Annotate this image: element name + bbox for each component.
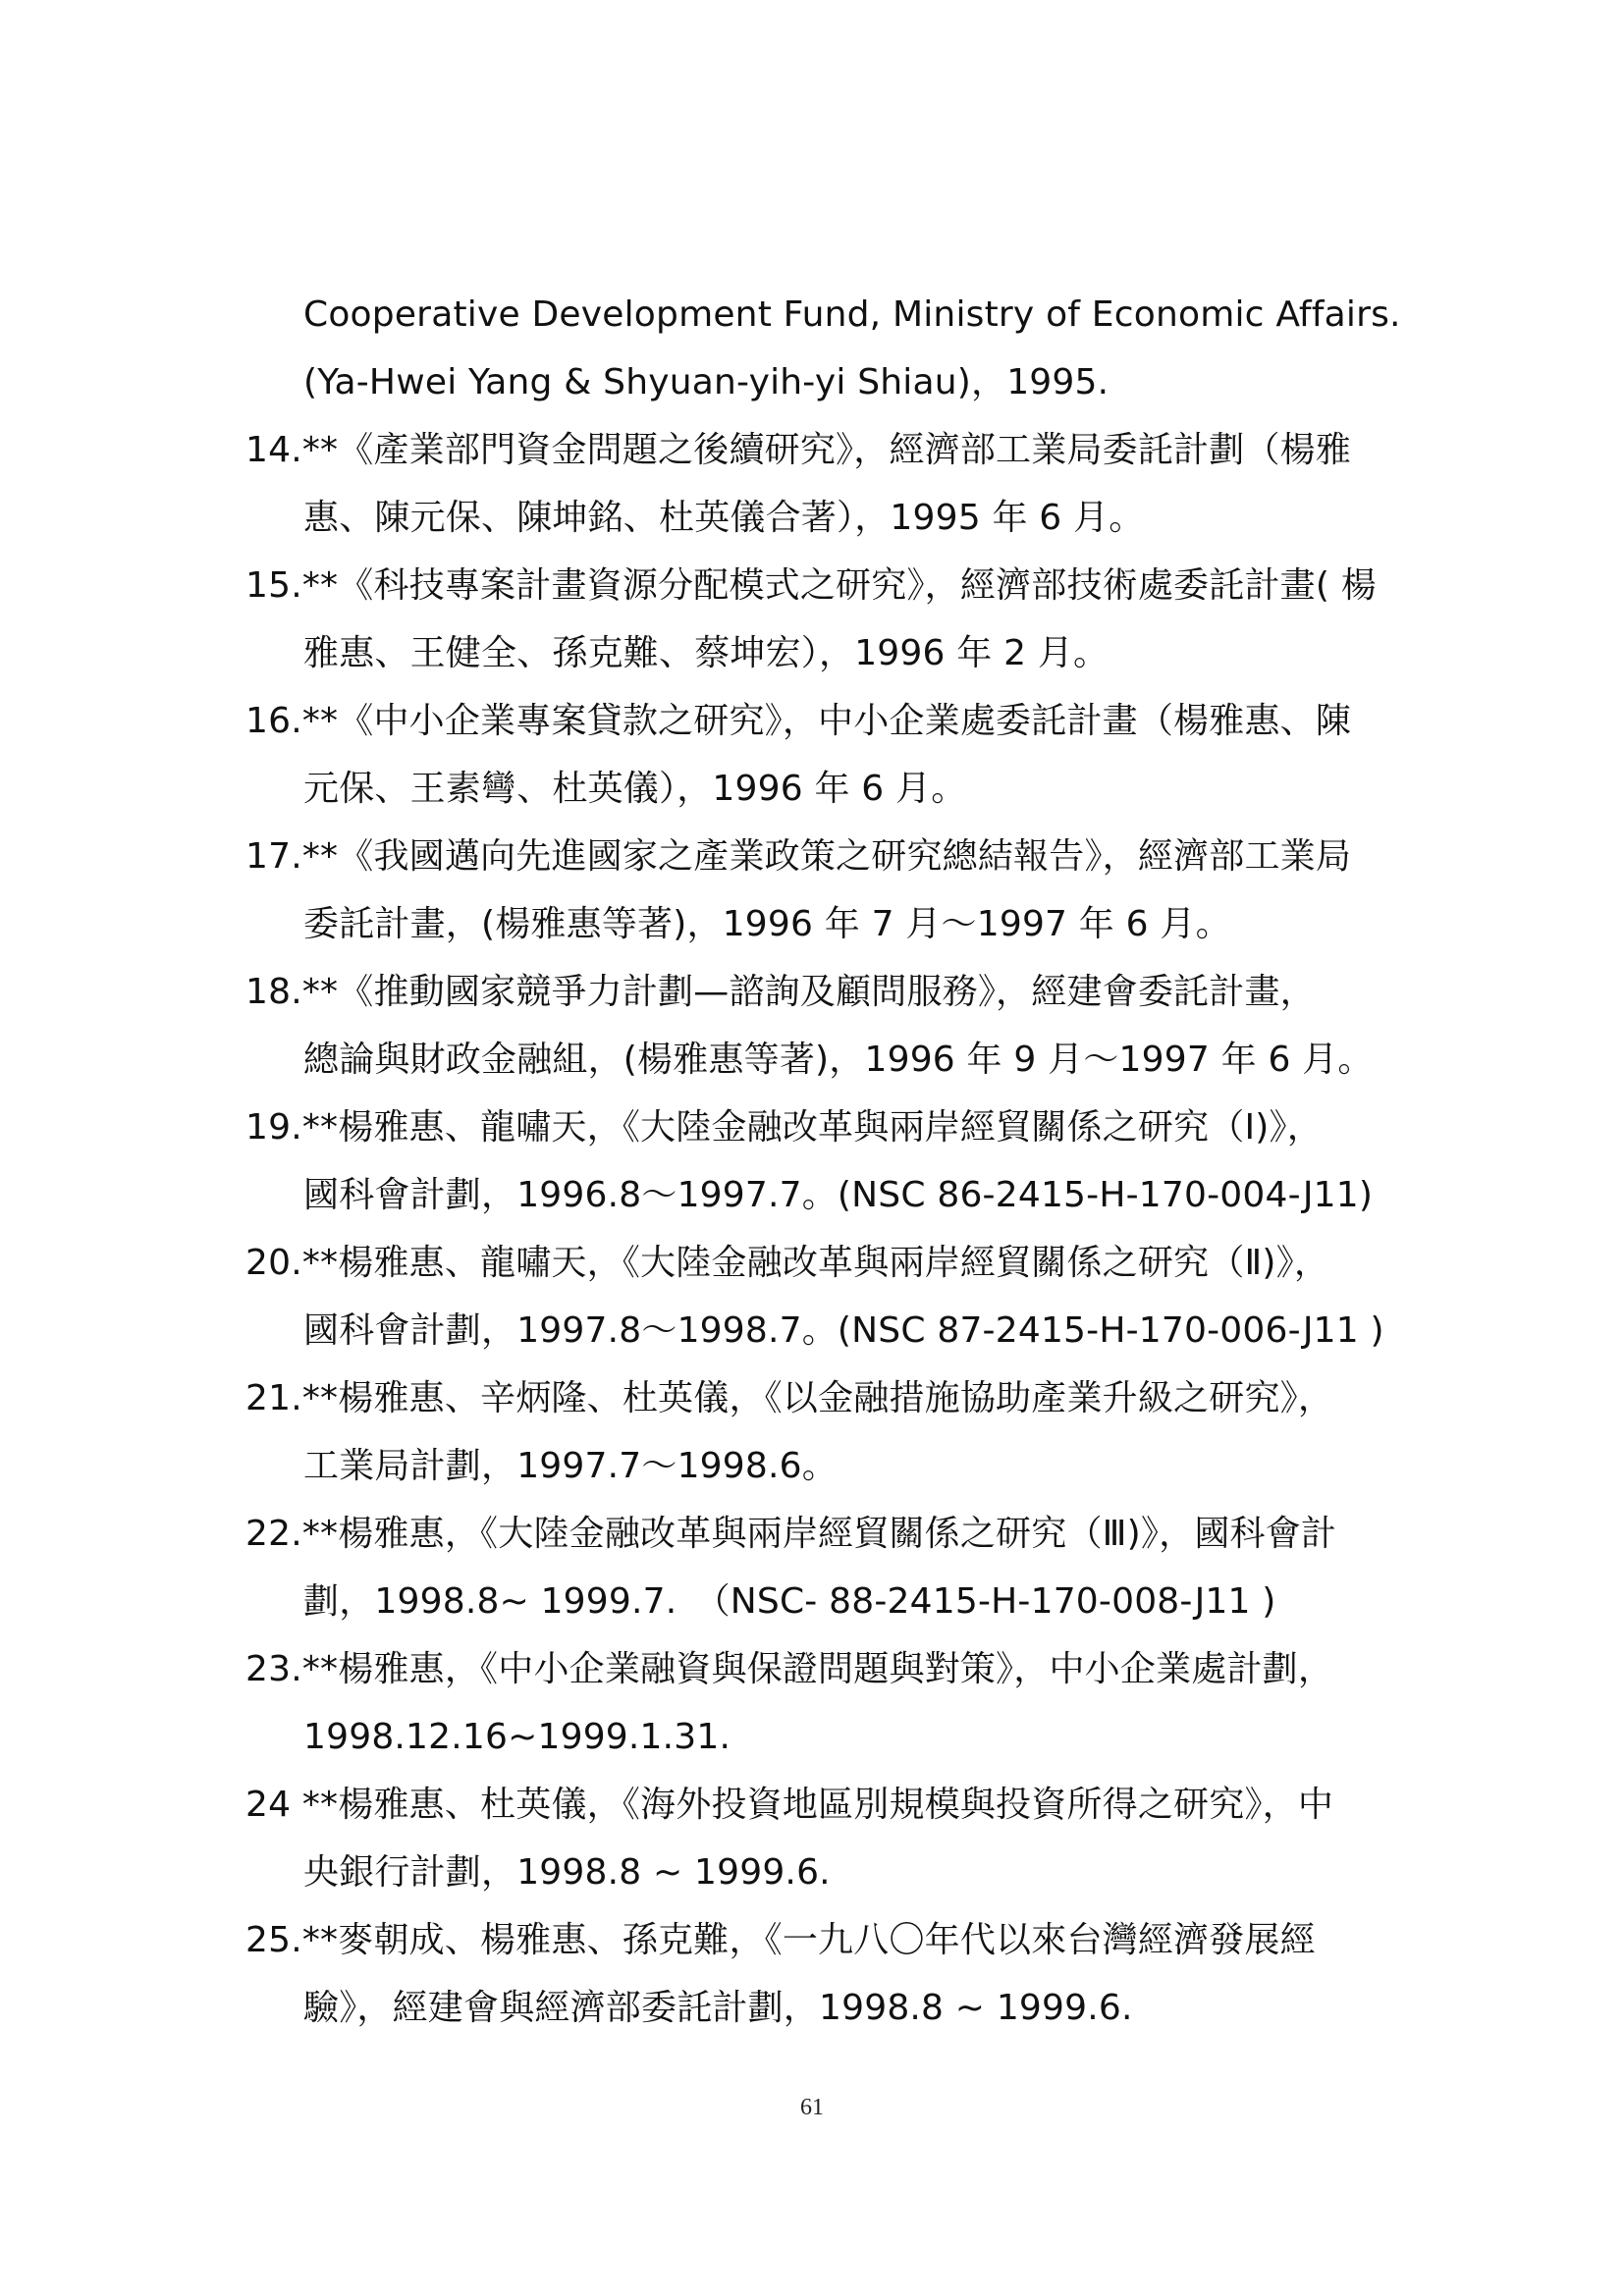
reference-entry-21 <box>245 1364 1424 1500</box>
reference-entry-18 <box>245 958 1424 1094</box>
reference-line: 總論與財政金融組，(楊雅惠等著)，1996 年 9 月～1997 年 6 月。 <box>303 1040 1374 1080</box>
reference-line: 元保、王素彎、杜英儀），1996 年 6 月。 <box>303 769 967 809</box>
reference-line: 14.**《產業部門資金問題之後續研究》，經濟部工業局委託計劃（楊雅 <box>245 430 1352 470</box>
reference-line: 20.**楊雅惠、龍嘯天，《大陸金融改革與兩岸經貿關係之研究（Ⅱ)》， <box>245 1243 1330 1283</box>
reference-line: 惠、陳元保、陳坤銘、杜英儀合著），1995 年 6 月。 <box>303 498 1145 538</box>
reference-line: 19.**楊雅惠、龍嘯天，《大陸金融改革與兩岸經貿關係之研究（Ⅰ)》， <box>245 1107 1323 1148</box>
reference-entry-25 <box>245 1906 1424 2042</box>
reference-entry-14 <box>245 416 1424 552</box>
reference-line: 國科會計劃，1997.8～1998.7。(NSC 87-2415-H-170-006-J11 ) <box>303 1310 1384 1351</box>
reference-entry-17 <box>245 823 1424 958</box>
reference-entry-23 <box>245 1635 1424 1771</box>
reference-line: 15.**《科技專案計畫資源分配模式之研究》，經濟部技術處委託計畫( 楊 <box>245 565 1377 606</box>
reference-entry-20 <box>245 1229 1424 1364</box>
reference-line: 23.**楊雅惠，《中小企業融資與保證問題與對策》，中小企業處計劃， <box>245 1649 1334 1689</box>
reference-entry-13-continuation <box>245 281 1424 416</box>
reference-line: (Ya-Hwei Yang & Shyuan-yih-yi Shiau)，1995. <box>303 362 1110 402</box>
reference-line: 央銀行計劃，1998.8 ~ 1999.6. <box>303 1852 831 1893</box>
reference-line: 25.**麥朝成、楊雅惠、孫克難，《一九八〇年代以來台灣經濟發展經 <box>245 1920 1316 1960</box>
reference-line: 國科會計劃，1996.8～1997.7。(NSC 86-2415-H-170-004-J11) <box>303 1175 1374 1215</box>
reference-line: 21.**楊雅惠、辛炳隆、杜英儀，《以金融措施協助產業升級之研究》， <box>245 1378 1334 1418</box>
reference-line: 22.**楊雅惠，《大陸金融改革與兩岸經貿關係之研究（Ⅲ)》，國科會計 <box>245 1514 1337 1554</box>
reference-list <box>245 281 1424 2042</box>
reference-line: 工業局計劃，1997.7～1998.6。 <box>303 1446 838 1486</box>
reference-line: 驗》，經建會與經濟部委託計劃，1998.8 ~ 1999.6. <box>303 1988 1133 2028</box>
reference-line: Cooperative Development Fund, Ministry of Economic Affairs. <box>303 294 1401 335</box>
reference-entry-15 <box>245 552 1424 687</box>
reference-line: 18.**《推動國家競爭力計劃—諮詢及顧問服務》，經建會委託計畫， <box>245 972 1316 1012</box>
reference-line: 16.**《中小企業專案貸款之研究》，中小企業處委託計畫（楊雅惠、陳 <box>245 701 1352 741</box>
reference-line: 委託計畫，(楊雅惠等著)，1996 年 7 月～1997 年 6 月。 <box>303 904 1231 944</box>
reference-line: 雅惠、王健全、孫克難、蔡坤宏），1996 年 2 月。 <box>303 633 1110 673</box>
reference-entry-24 <box>245 1771 1424 1906</box>
reference-line: 24 **楊雅惠、杜英儀，《海外投資地區別規模與投資所得之研究》，中 <box>245 1785 1334 1825</box>
reference-line: 17.**《我國邁向先進國家之產業政策之研究總結報告》，經濟部工業局 <box>245 836 1352 877</box>
reference-entry-19 <box>245 1094 1424 1229</box>
reference-line: 1998.12.16~1999.1.31. <box>303 1717 731 1757</box>
page-number: 61 <box>800 2095 824 2120</box>
reference-entry-16 <box>245 687 1424 823</box>
reference-entry-22 <box>245 1500 1424 1635</box>
reference-line: 劃，1998.8~ 1999.7. （NSC- 88-2415-H-170-008-J11 ) <box>303 1581 1276 1622</box>
